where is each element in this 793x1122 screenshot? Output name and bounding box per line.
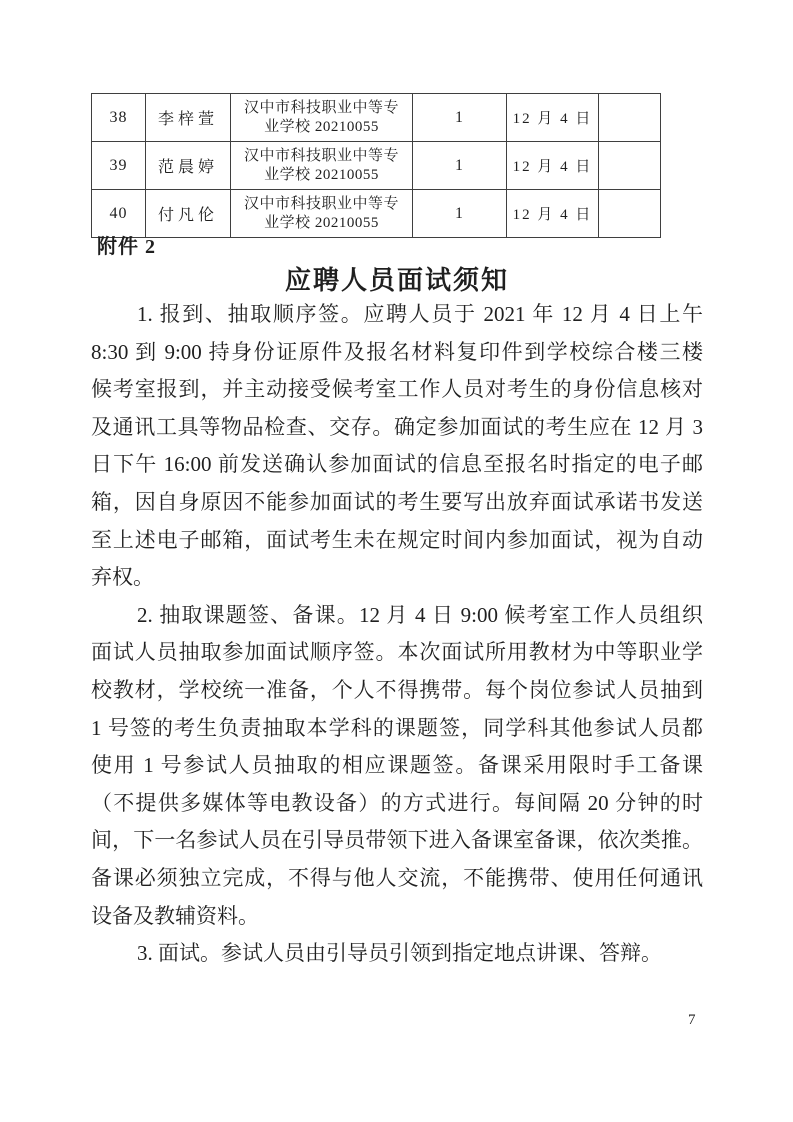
body-line: 及通讯工具等物品检查、交存。确定参加面试的考生应在 12 月 3	[91, 414, 703, 439]
cell-note	[599, 190, 661, 238]
body-line: 间，下一名参试人员在引导员带领下进入备课室备课，依次类推。	[91, 828, 703, 853]
cell-count: 1	[413, 94, 507, 142]
body-line: 1 号签的考生负责抽取本学科的课题签，同学科其他参试人员都	[91, 715, 703, 740]
notice-title: 应聘人员面试须知	[284, 266, 509, 295]
cell-note	[599, 94, 661, 142]
cell-no: 39	[92, 142, 146, 190]
applicant-table	[91, 93, 661, 238]
body-line: 日下午 16:00 前发送确认参加面试的信息至报名时指定的电子邮	[91, 452, 703, 477]
body-line: 设备及教辅资料。	[91, 903, 259, 928]
body-line: 8:30 到 9:00 持身份证原件及报名材料复印件到学校综合楼三楼	[91, 339, 703, 364]
table-row	[92, 190, 661, 238]
body-line: （不提供多媒体等电教设备）的方式进行。每间隔 20 分钟的时	[91, 790, 703, 815]
cell-school: 汉中市科技职业中等专业学校 20210055	[231, 190, 413, 238]
cell-note	[599, 142, 661, 190]
cell-date: 12 月 4 日	[507, 142, 599, 190]
attachment-label: 附件 2	[97, 236, 156, 258]
notice-body	[91, 296, 703, 973]
body-line: 校教材，学校统一准备，个人不得携带。每个岗位参试人员抽到	[91, 677, 703, 702]
body-line: 备课必须独立完成，不得与他人交流，不能携带、使用任何通讯	[91, 865, 703, 890]
cell-count: 1	[413, 142, 507, 190]
cell-count: 1	[413, 190, 507, 238]
cell-name: 李梓萱	[146, 94, 231, 142]
body-line: 箱，因自身原因不能参加面试的考生要写出放弃面试承诺书发送	[91, 489, 703, 514]
body-line: 至上述电子邮箱，面试考生未在规定时间内参加面试，视为自动	[91, 527, 703, 552]
cell-name: 范晨婷	[146, 142, 231, 190]
table-row	[92, 142, 661, 190]
body-line: 2. 抽取课题签、备课。12 月 4 日 9:00 候考室工作人员组织	[137, 602, 703, 627]
applicant-table-body	[92, 94, 661, 238]
cell-school: 汉中市科技职业中等专业学校 20210055	[231, 94, 413, 142]
body-line: 候考室报到，并主动接受候考室工作人员对考生的身份信息核对	[91, 377, 703, 402]
body-line: 使用 1 号参试人员抽取的相应课题签。备课采用限时手工备课	[91, 753, 703, 778]
table-row	[92, 94, 661, 142]
cell-school: 汉中市科技职业中等专业学校 20210055	[231, 142, 413, 190]
body-line: 1. 报到、抽取顺序签。应聘人员于 2021 年 12 月 4 日上午	[137, 302, 703, 326]
body-line: 弃权。	[91, 565, 154, 590]
body-line: 3. 面试。参试人员由引导员引领到指定地点讲课、答辩。	[137, 941, 662, 966]
cell-date: 12 月 4 日	[507, 190, 599, 238]
page-number: 7	[688, 1012, 696, 1028]
cell-date: 12 月 4 日	[507, 94, 599, 142]
cell-no: 40	[92, 190, 146, 238]
body-line: 面试人员抽取参加面试顺序签。本次面试所用教材为中等职业学	[91, 640, 703, 665]
cell-no: 38	[92, 94, 146, 142]
cell-name: 付凡伦	[146, 190, 231, 238]
